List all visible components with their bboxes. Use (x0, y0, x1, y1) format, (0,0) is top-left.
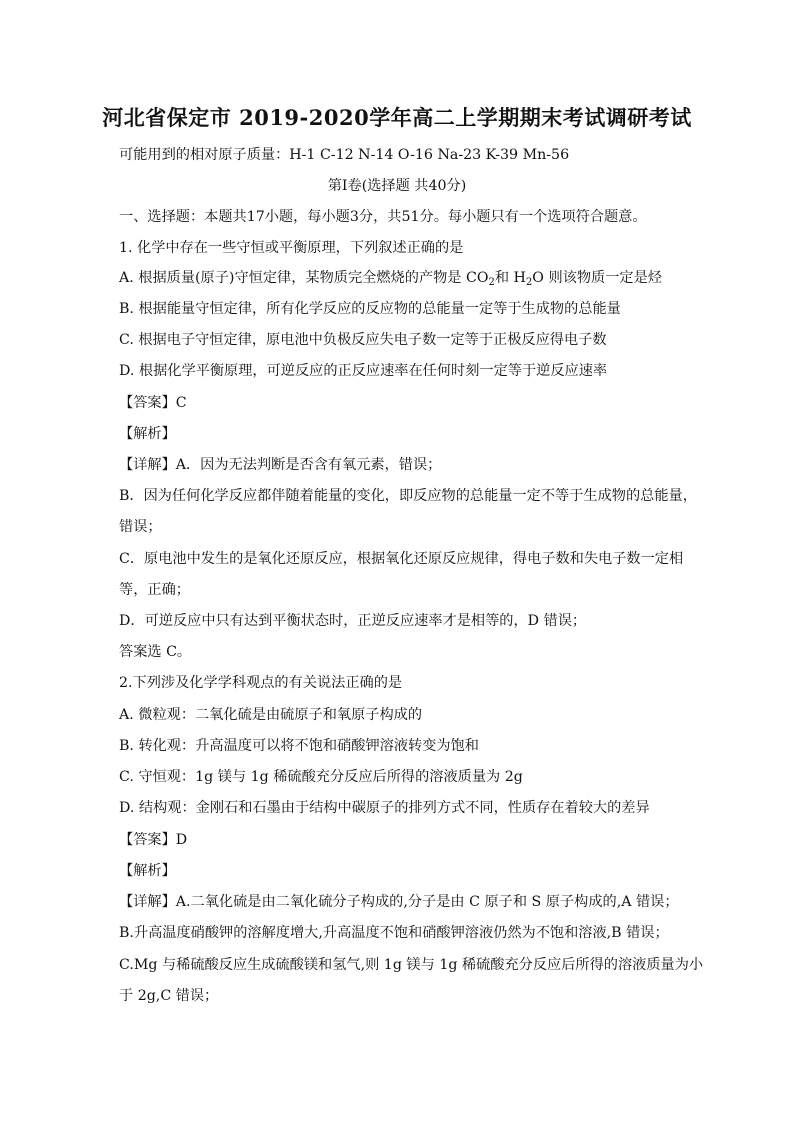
q1-detail-d: D．可逆反应中只有达到平衡状态时，正逆反应速率才是相等的，D 错误； (119, 613, 587, 629)
q1-option-a-text: 和 H (494, 270, 526, 286)
q1-detail-c-cont: 等，正确； (119, 582, 190, 598)
q1-option-c: C. 根据电子守恒定律，原电池中负极反应失电子数一定等于正极反应得电子数 (119, 332, 607, 348)
q2-option-a: A. 微粒观：二氧化硫是由硫原子和氧原子构成的 (119, 707, 423, 723)
q1-option-d: D. 根据化学平衡原理，可逆反应的正反应速率在任何时刻一定等于逆反应速率 (119, 363, 608, 379)
section-heading: 第Ⅰ卷(选择题 共40分) (327, 178, 467, 194)
q1-answer: 【答案】C (119, 395, 187, 411)
q1-detail-a: 【详解】A．因为无法判断是否含有氧元素，错误； (119, 457, 442, 473)
q2-option-d: D. 结构观：金刚石和石墨由于结构中碳原子的排列方式不同，性质存在着较大的差异 (119, 800, 650, 816)
q1-conclusion: 答案选 C。 (119, 644, 192, 660)
q2-detail-a: 【详解】A.二氧化硫是由二氧化硫分子构成的,分子是由 C 原子和 S 原子构成的,A 错误； (119, 894, 679, 910)
q2-detail-c-cont: 于 2g,C 错误； (119, 988, 219, 1004)
q1-detail-b-cont: 错误； (119, 519, 162, 535)
q1-option-a-text: A. 根据质量(原子)守恒定律，某物质完全燃烧的产物是 CO (119, 270, 489, 286)
q2-detail-c: C.Mg 与稀硫酸反应生成硫酸镁和氢气,则 1g 镁与 1g 稀硫酸充分反应后所得的溶液质量为小 (119, 957, 704, 973)
atomic-masses-line: 可能用到的相对原子质量：H-1 C-12 N-14 O-16 Na-23 K-39 Mn-56 (119, 147, 570, 163)
instructions: 一、选择题：本题共17小题，每小题3分，共51分。每小题只有一个选项符合题意。 (119, 209, 647, 225)
q1-option-a (119, 268, 662, 288)
q2-option-b: B. 转化观：升高温度可以将不饱和硝酸钾溶液转变为饱和 (119, 738, 479, 754)
page-title: 河北省保定市 2019-2020学年高二上学期期末考试调研考试 (102, 105, 692, 130)
q2-detail-b: B.升高温度硝酸钾的溶解度增大,升高温度不饱和硝酸钾溶液仍然为不饱和溶液,B 错误； (119, 925, 669, 941)
subscript: 2 (525, 277, 533, 288)
q1-detail-c: C．原电池中发生的是氧化还原反应，根据氧化还原反应规律，得电子数和失电子数一定相 (119, 551, 684, 567)
q2-stem: 2.下列涉及化学学科观点的有关说法正确的是 (119, 675, 403, 691)
q1-detail-b: B．因为任何化学反应都伴随着能量的变化，即反应物的总能量一定不等于生成物的总能量， (119, 488, 697, 504)
q2-answer: 【答案】D (119, 832, 188, 848)
q1-analysis-heading: 【解析】 (119, 426, 176, 442)
q1-option-b: B. 根据能量守恒定律，所有化学反应的反应物的总能量一定等于生成物的总能量 (119, 301, 621, 317)
subscript: 2 (488, 277, 495, 288)
q2-option-c: C. 守恒观：1g 镁与 1g 稀硫酸充分反应后所得的溶液质量为 2g (119, 769, 523, 785)
q2-analysis-heading: 【解析】 (119, 863, 176, 879)
q1-option-a-text: O 则该物质一定是烃 (532, 270, 662, 286)
q1-stem: 1. 化学中存在一些守恒或平衡原理，下列叙述正确的是 (119, 240, 464, 256)
